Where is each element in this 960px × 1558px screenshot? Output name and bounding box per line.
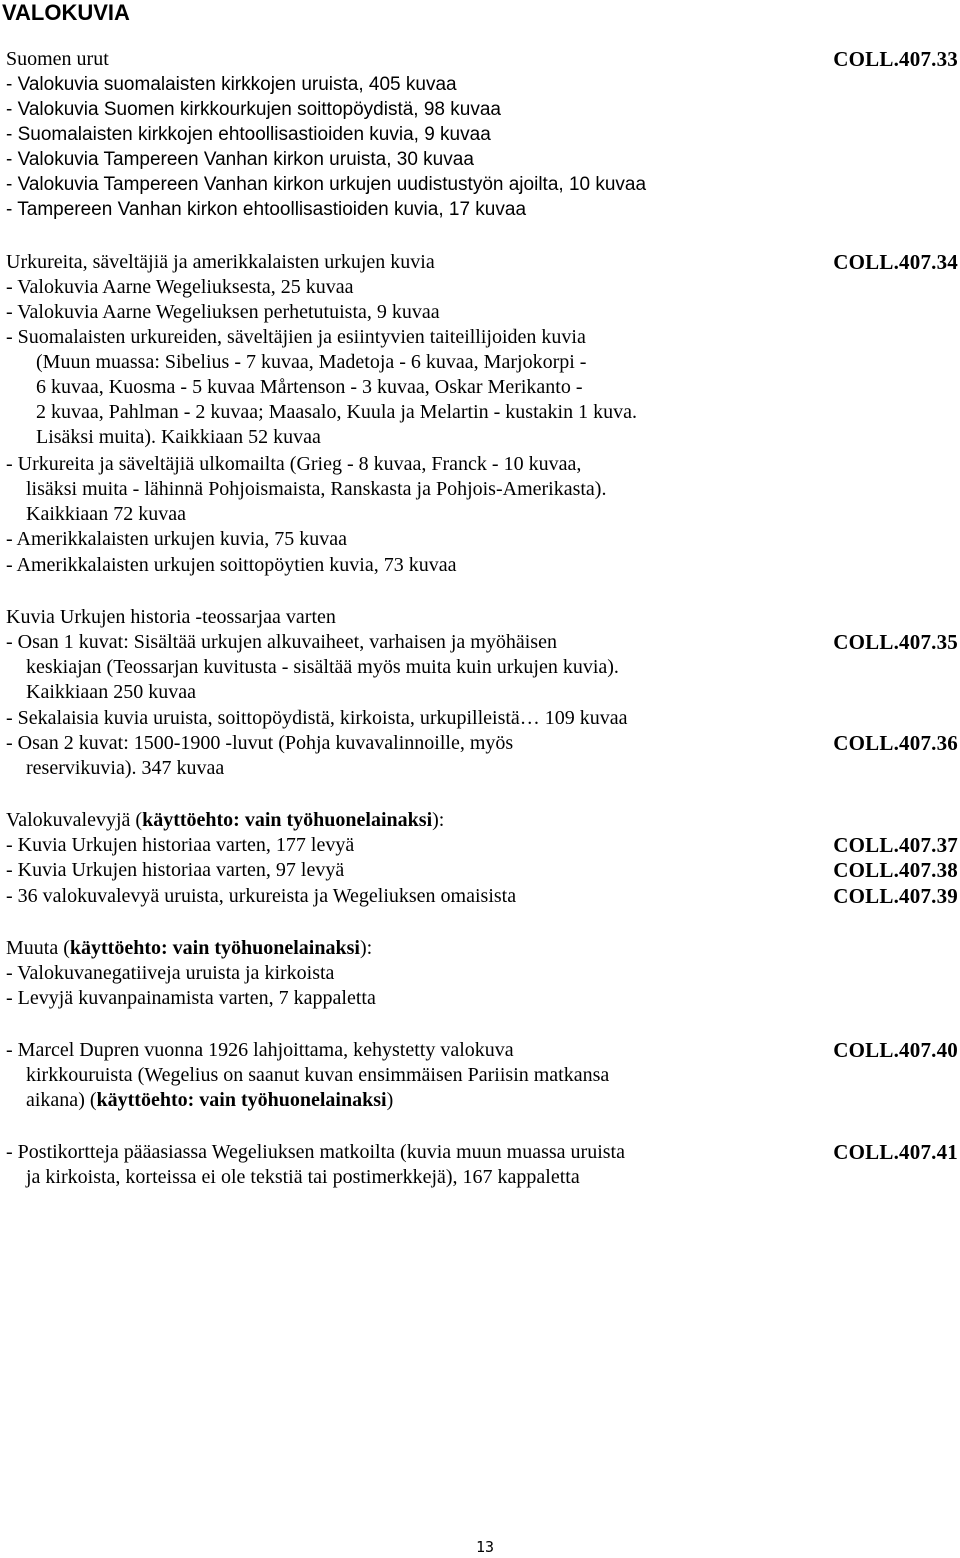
collection-code: COLL.407.40 xyxy=(833,1038,958,1062)
list-item: - Levyjä kuvanpainamista varten, 7 kappaletta xyxy=(6,987,376,1009)
list-item: - Amerikkalaisten urkujen kuvia, 75 kuvaa xyxy=(6,528,348,550)
list-item: - Valokuvia Tampereen Vanhan kirkon urkujen uudistustyön ajoilta, 10 kuvaa xyxy=(6,174,647,195)
list-item: - Postikortteja pääasiassa Wegeliuksen matkoilta (kuvia muun muassa uruista xyxy=(6,1141,625,1163)
list-item-continuation: 6 kuvaa, Kuosma - 5 kuvaa Mårtenson - 3 kuvaa, Oskar Merikanto - xyxy=(36,376,583,398)
collection-code: COLL.407.37 xyxy=(833,833,958,857)
list-item-continuation: reservikuvia). 347 kuvaa xyxy=(26,757,225,779)
list-item: - Suomalaisten urkureiden, säveltäjien ja esiintyvien taiteillijoiden kuvia xyxy=(6,326,586,348)
collection-code: COLL.407.33 xyxy=(833,47,958,71)
list-item-continuation: Lisäksi muita). Kaikkiaan 52 kuvaa xyxy=(36,426,321,448)
list-item: - Suomalaisten kirkkojen ehtoollisastioiden kuvia, 9 kuvaa xyxy=(6,124,491,145)
list-item-continuation: 2 kuvaa, Pahlman - 2 kuvaa; Maasalo, Kuula ja Melartin - kustakin 1 kuva. xyxy=(36,401,637,423)
section-title-urkujen-historia: Kuvia Urkujen historia -teossarjaa varten xyxy=(6,606,336,628)
list-item: - Kuvia Urkujen historiaa varten, 177 levyä xyxy=(6,834,355,856)
section-title-valokuvalevyja: Valokuvalevyjä (käyttöehto: vain työhuonelainaksi): xyxy=(6,809,445,831)
list-item-continuation: (Muun muassa: Sibelius - 7 kuvaa, Madetoja - 6 kuvaa, Marjokorpi - xyxy=(36,351,587,373)
section-title-suomen-urut: Suomen urut xyxy=(6,48,109,70)
list-item-continuation: ja kirkoista, korteissa ei ole tekstiä tai postimerkkejä), 167 kappaletta xyxy=(26,1166,580,1188)
list-item: - Valokuvanegatiiveja uruista ja kirkoista xyxy=(6,962,335,984)
list-item: - Valokuvia suomalaisten kirkkojen uruista, 405 kuvaa xyxy=(6,74,457,95)
list-item: - Marcel Dupren vuonna 1926 lahjoittama, kehystetty valokuva xyxy=(6,1039,514,1061)
collection-code: COLL.407.39 xyxy=(833,884,958,908)
list-item: - Osan 2 kuvat: 1500-1900 -luvut (Pohja kuvavalinnoille, myös xyxy=(6,732,514,754)
list-item: - 36 valokuvalevyä uruista, urkureista ja Wegeliuksen omaisista xyxy=(6,885,517,907)
list-item: - Valokuvia Aarne Wegeliuksesta, 25 kuvaa xyxy=(6,276,354,298)
list-item-continuation: kirkkouruista (Wegelius on saanut kuvan ensimmäisen Pariisin matkansa xyxy=(26,1064,610,1086)
list-item: - Tampereen Vanhan kirkon ehtoollisastioiden kuvia, 17 kuvaa xyxy=(6,199,527,220)
list-item: - Kuvia Urkujen historiaa varten, 97 levyä xyxy=(6,859,345,881)
collection-code: COLL.407.36 xyxy=(833,731,958,755)
list-item-continuation: keskiajan (Teossarjan kuvitusta - sisältää myös muita kuin urkujen kuvia). xyxy=(26,656,619,678)
collection-code: COLL.407.38 xyxy=(833,858,958,882)
list-item-continuation: Kaikkiaan 72 kuvaa xyxy=(26,503,186,525)
list-item: - Valokuvia Aarne Wegeliuksen perhetutuista, 9 kuvaa xyxy=(6,301,440,323)
list-item-continuation: lisäksi muita - lähinnä Pohjoismaista, Ranskasta ja Pohjois-Amerikasta). xyxy=(26,478,607,500)
section-title-urkureita: Urkureita, säveltäjiä ja amerikkalaisten urkujen kuvia xyxy=(6,251,435,273)
collection-code: COLL.407.35 xyxy=(833,630,958,654)
list-item: - Sekalaisia kuvia uruista, soittopöydistä, kirkoista, urkupilleistä… 109 kuvaa xyxy=(6,707,628,729)
list-item: - Valokuvia Tampereen Vanhan kirkon uruista, 30 kuvaa xyxy=(6,149,474,170)
list-item-continuation: aikana) (käyttöehto: vain työhuonelainaksi) xyxy=(26,1089,394,1111)
page-number: 13 xyxy=(475,1538,495,1556)
section-title-muuta: Muuta (käyttöehto: vain työhuonelainaksi): xyxy=(6,937,373,959)
collection-code: COLL.407.41 xyxy=(833,1140,958,1164)
collection-code: COLL.407.34 xyxy=(833,250,958,274)
page-heading: VALOKUVIA xyxy=(2,0,130,25)
list-item: - Urkureita ja säveltäjiä ulkomailta (Grieg - 8 kuvaa, Franck - 10 kuvaa, xyxy=(6,453,582,475)
list-item-continuation: Kaikkiaan 250 kuvaa xyxy=(26,681,196,703)
list-item: - Valokuvia Suomen kirkkourkujen soittopöydistä, 98 kuvaa xyxy=(6,99,501,120)
list-item: - Amerikkalaisten urkujen soittopöytien kuvia, 73 kuvaa xyxy=(6,554,457,576)
list-item: - Osan 1 kuvat: Sisältää urkujen alkuvaiheet, varhaisen ja myöhäisen xyxy=(6,631,557,653)
